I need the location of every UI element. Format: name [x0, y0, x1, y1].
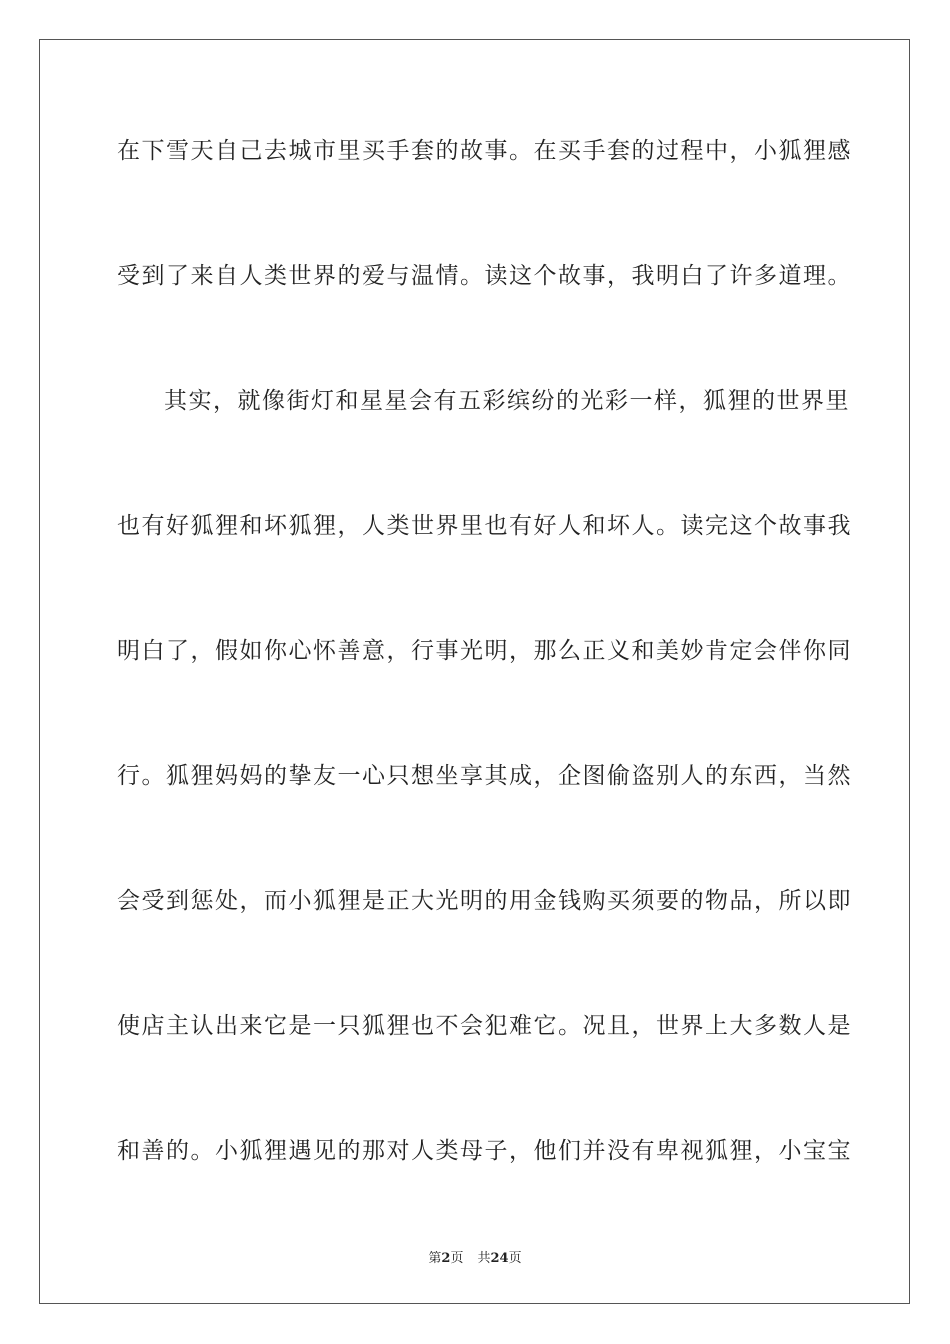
page-prefix: 第	[428, 1251, 442, 1266]
text-line: 使店主认出来它是一只狐狸也不会犯难它。况且，世界上大多数人是	[117, 1013, 852, 1039]
paragraph-start-line: 其实，就像街灯和星星会有五彩缤纷的光彩一样，狐狸的世界里	[164, 388, 850, 414]
page-border	[39, 39, 910, 1304]
text-line: 明白了，假如你心怀善意，行事光明，那么正义和美妙肯定会伴你同	[117, 638, 852, 664]
total-suffix: 页	[508, 1251, 522, 1266]
text-line: 行。狐狸妈妈的挚友一心只想坐享其成，企图偷盗别人的东西，当然	[117, 763, 852, 789]
text-line: 受到了来自人类世界的爱与温情。读这个故事，我明白了许多道理。	[117, 263, 852, 289]
text-line: 在下雪天自己去城市里买手套的故事。在买手套的过程中，小狐狸感	[117, 138, 852, 164]
text-line: 也有好狐狸和坏狐狸，人类世界里也有好人和坏人。读完这个故事我	[117, 513, 852, 539]
total-pages: 24	[490, 1251, 509, 1266]
total-prefix: 共	[477, 1251, 491, 1266]
page-suffix: 页	[450, 1251, 464, 1266]
page-number: 2	[441, 1251, 451, 1266]
text-line: 会受到惩处，而小狐狸是正大光明的用金钱购买须要的物品，所以即	[117, 888, 852, 914]
text-line: 和善的。小狐狸遇见的那对人类母子，他们并没有卑视狐狸，小宝宝	[117, 1138, 852, 1164]
page-footer	[0, 1247, 950, 1266]
